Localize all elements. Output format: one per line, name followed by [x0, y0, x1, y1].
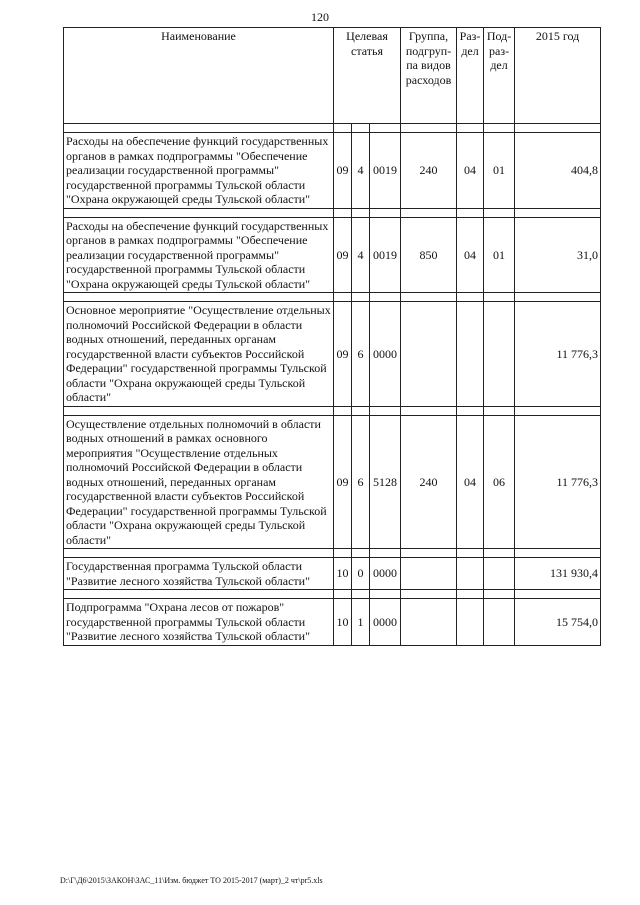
- spacer-cell: [484, 590, 515, 599]
- cell-target-direction: 0000: [370, 558, 401, 590]
- header-target-article: Целевая статья: [334, 28, 401, 124]
- cell-name: Подпрограмма "Охрана лесов от пожаров" государственной программы Тульской области "Развитие лесного хозяйства Тульской области": [64, 599, 334, 646]
- spacer-cell: [370, 549, 401, 558]
- cell-expense-group: 850: [401, 217, 457, 293]
- spacer-cell: [352, 293, 370, 302]
- spacer-cell: [401, 293, 457, 302]
- table-row: [64, 599, 601, 646]
- spacer-cell: [457, 208, 484, 217]
- table-row: [64, 133, 601, 209]
- spacer-cell: [457, 590, 484, 599]
- cell-subsection: [484, 302, 515, 407]
- spacer-cell: [64, 590, 334, 599]
- spacer-cell: [334, 124, 352, 133]
- cell-expense-group: [401, 558, 457, 590]
- spacer-cell: [64, 293, 334, 302]
- cell-amount: 11 776,3: [515, 302, 601, 407]
- cell-target-direction: 0019: [370, 217, 401, 293]
- cell-target-direction: 5128: [370, 415, 401, 549]
- spacer-cell: [64, 208, 334, 217]
- spacer-cell: [515, 406, 601, 415]
- spacer-cell: [401, 406, 457, 415]
- cell-target-program: 09: [334, 217, 352, 293]
- table-body: [64, 124, 601, 646]
- spacer-cell: [370, 590, 401, 599]
- cell-target-subprogram: 0: [352, 558, 370, 590]
- spacer-cell: [352, 208, 370, 217]
- cell-amount: 131 930,4: [515, 558, 601, 590]
- spacer-cell: [484, 293, 515, 302]
- spacer-cell: [515, 208, 601, 217]
- budget-table: [63, 27, 601, 646]
- file-path-footer: D:\Г\Д6\2015\ЗАКОН\ЗАС_11\Изм. бюджет ТО 2015-2017 (март)_2 чт\pr5.xls: [60, 876, 323, 885]
- spacer-cell: [401, 208, 457, 217]
- spacer-cell: [352, 590, 370, 599]
- row-spacer: [64, 406, 601, 415]
- cell-name: Основное мероприятие "Осуществление отдельных полномочий Российской Федерации в области водных отношений, переданных органам государственной власти субъектов Российской Федерации" государственной программы Тульской области "Охрана окружающей среды Тульской области": [64, 302, 334, 407]
- header-section: Раз-дел: [457, 28, 484, 124]
- cell-target-direction: 0000: [370, 599, 401, 646]
- cell-target-program: 09: [334, 133, 352, 209]
- spacer-cell: [334, 406, 352, 415]
- cell-name: Расходы на обеспечение функций государственных органов в рамках подпрограммы "Обеспечение реализации государственной программы" государственной программы Тульской области "Охрана окружающей среды Тульской области": [64, 217, 334, 293]
- spacer-cell: [401, 124, 457, 133]
- header-name: Наименование: [64, 28, 334, 124]
- cell-subsection: [484, 599, 515, 646]
- cell-target-program: 10: [334, 599, 352, 646]
- table-row: [64, 217, 601, 293]
- spacer-cell: [64, 124, 334, 133]
- cell-expense-group: 240: [401, 133, 457, 209]
- spacer-cell: [64, 549, 334, 558]
- table-row: [64, 415, 601, 549]
- cell-expense-group: 240: [401, 415, 457, 549]
- cell-amount: 15 754,0: [515, 599, 601, 646]
- spacer-cell: [515, 549, 601, 558]
- spacer-cell: [484, 124, 515, 133]
- header-year: 2015 год: [515, 28, 601, 124]
- cell-target-subprogram: 6: [352, 302, 370, 407]
- cell-expense-group: [401, 302, 457, 407]
- cell-section: [457, 558, 484, 590]
- spacer-cell: [352, 549, 370, 558]
- table-row: [64, 558, 601, 590]
- cell-section: 04: [457, 415, 484, 549]
- cell-target-direction: 0000: [370, 302, 401, 407]
- spacer-cell: [64, 406, 334, 415]
- spacer-cell: [370, 293, 401, 302]
- cell-target-subprogram: 4: [352, 217, 370, 293]
- table-row: [64, 302, 601, 407]
- header-subsection: Под-раз-дел: [484, 28, 515, 124]
- cell-section: [457, 599, 484, 646]
- cell-name: Государственная программа Тульской области "Развитие лесного хозяйства Тульской области": [64, 558, 334, 590]
- cell-section: 04: [457, 133, 484, 209]
- cell-amount: 404,8: [515, 133, 601, 209]
- cell-target-subprogram: 4: [352, 133, 370, 209]
- cell-target-program: 09: [334, 415, 352, 549]
- cell-subsection: 01: [484, 217, 515, 293]
- cell-amount: 11 776,3: [515, 415, 601, 549]
- spacer-cell: [334, 208, 352, 217]
- spacer-cell: [457, 549, 484, 558]
- spacer-cell: [401, 549, 457, 558]
- row-spacer: [64, 549, 601, 558]
- cell-section: 04: [457, 217, 484, 293]
- spacer-cell: [457, 406, 484, 415]
- spacer-cell: [457, 293, 484, 302]
- cell-target-program: 10: [334, 558, 352, 590]
- spacer-cell: [370, 406, 401, 415]
- table-header-row: [64, 28, 601, 124]
- spacer-cell: [352, 124, 370, 133]
- header-expense-group: Группа, подгруп-па видов расходов: [401, 28, 457, 124]
- spacer-cell: [401, 590, 457, 599]
- row-spacer: [64, 208, 601, 217]
- cell-target-subprogram: 6: [352, 415, 370, 549]
- spacer-cell: [334, 293, 352, 302]
- spacer-cell: [515, 590, 601, 599]
- row-spacer: [64, 124, 601, 133]
- spacer-cell: [515, 124, 601, 133]
- spacer-cell: [370, 124, 401, 133]
- spacer-cell: [515, 293, 601, 302]
- spacer-cell: [484, 406, 515, 415]
- cell-subsection: 01: [484, 133, 515, 209]
- spacer-cell: [484, 549, 515, 558]
- spacer-cell: [370, 208, 401, 217]
- cell-subsection: 06: [484, 415, 515, 549]
- cell-amount: 31,0: [515, 217, 601, 293]
- spacer-cell: [334, 549, 352, 558]
- cell-expense-group: [401, 599, 457, 646]
- cell-subsection: [484, 558, 515, 590]
- cell-target-direction: 0019: [370, 133, 401, 209]
- spacer-cell: [484, 208, 515, 217]
- cell-section: [457, 302, 484, 407]
- page-number: 120: [311, 10, 329, 24]
- row-spacer: [64, 293, 601, 302]
- spacer-cell: [334, 590, 352, 599]
- spacer-cell: [352, 406, 370, 415]
- cell-name: Осуществление отдельных полномочий в области водных отношений в рамках основного мероприятия "Осуществление отдельных полномочий Российской Федерации в области водных отношений, переданных органам государственной власти субъектов Российской Федерации" государственной программы Тульской области "Охрана окружающей среды Тульской области": [64, 415, 334, 549]
- spacer-cell: [457, 124, 484, 133]
- cell-name: Расходы на обеспечение функций государственных органов в рамках подпрограммы "Обеспечение реализации государственной программы" государственной программы Тульской области "Охрана окружающей среды Тульской области": [64, 133, 334, 209]
- cell-target-subprogram: 1: [352, 599, 370, 646]
- row-spacer: [64, 590, 601, 599]
- cell-target-program: 09: [334, 302, 352, 407]
